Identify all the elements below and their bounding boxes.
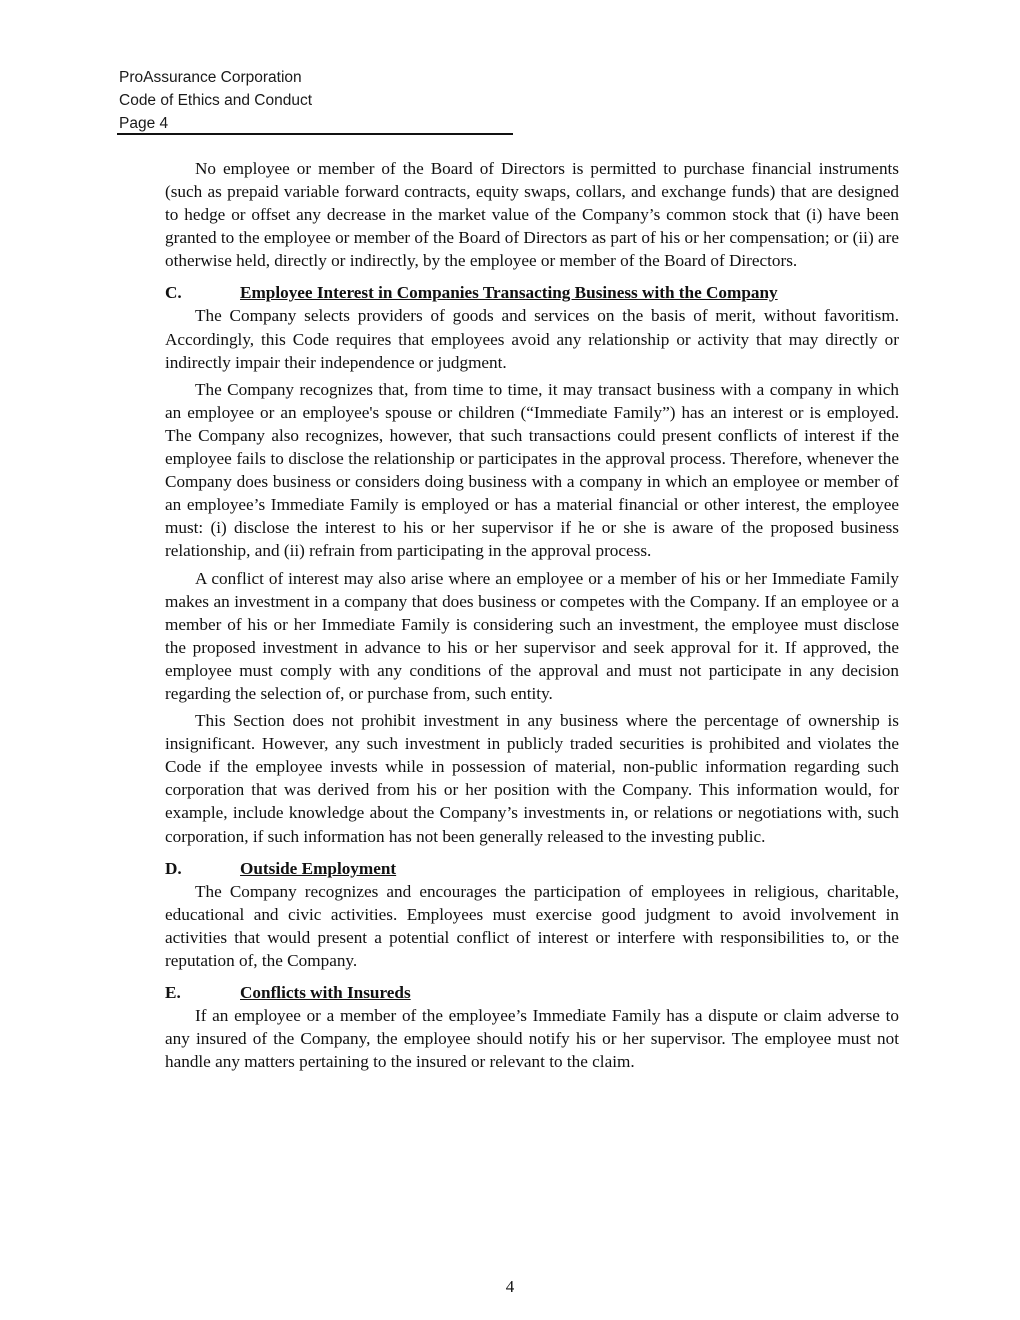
section-c-paragraph-1: The Company selects providers of goods and services on the basis of merit, without favoritism. Accordingly, this Code requires that employees avoid any relationship or activity that may directly or indirectly impair their independence or judgment. <box>165 306 899 372</box>
section-e-paragraph-1: If an employee or a member of the employee’s Immediate Family has a dispute or claim adverse to any insured of the Company, the employee should notify his or her supervisor. The employee must not handle any matters pertaining to the insured or relevant to the claim. <box>165 1006 899 1072</box>
page-number: 4 <box>505 1277 515 1296</box>
header-page-label: Page 4 <box>119 115 169 132</box>
section-c-title: Employee Interest in Companies Transacting Business with the Company <box>240 283 778 303</box>
section-c-paragraph-3: A conflict of interest may also arise where an employee or a member of his or her Immediate Family makes an investment in a company that does business or competes with the Company. If an employee or a member of his or her Immediate Family is considering such an investment, the employee must disclose the proposed investment in advance to his or her supervisor and seek approval for it. If approved, the employee must comply with any conditions of the approval and must not participate in any decision regarding the selection of, or purchase from, such entity. <box>165 568 899 703</box>
header-divider <box>117 133 513 135</box>
section-d-heading <box>165 857 899 880</box>
header-document-title: Code of Ethics and Conduct <box>119 92 313 109</box>
section-c-heading <box>165 281 899 304</box>
header-company: ProAssurance Corporation <box>119 69 302 86</box>
page-header <box>119 66 312 135</box>
document-body <box>165 157 899 1077</box>
section-c-paragraph-2: The Company recognizes that, from time to time, it may transact business with a company in which an employee or an employee's spouse or children (“Immediate Family”) has an interest or is employed. The Company also recognizes, however, that such transactions could present conflicts of interest if the employee fails to disclose the relationship or participates in the approval process. Therefore, whenever the Company does business or considers doing business with a company in which an employee or member of an employee’s Immediate Family is employed or has a material financial or other interest, the employee must: (i) disclose the interest to his or her supervisor if he or she is aware of the proposed business relationship, and (ii) refrain from participating in the approval process. <box>165 379 899 561</box>
section-c-paragraph-4: This Section does not prohibit investment in any business where the percentage of ownership is insignificant. However, any such investment in publicly traded securities is prohibited and violates the Code if the employee invests while in possession of material, non-public information regarding such corporation that was derived from his or her position with the Company. This information would, for example, include knowledge about the Company’s investments in, or relations or negotiations with, such corporation, if such information has not been generally released to the investing public. <box>165 711 899 846</box>
section-d-paragraph-1: The Company recognizes and encourages the participation of employees in religious, charitable, educational and civic activities. Employees must exercise good judgment to avoid involvement in activities that would present a potential conflict of interest or interfere with responsibilities to, or the reputation of, the Company. <box>165 881 899 970</box>
section-d-title: Outside Employment <box>240 858 397 878</box>
section-c-letter: C. <box>165 283 182 303</box>
section-d-letter: D. <box>165 858 182 878</box>
intro-paragraph: No employee or member of the Board of Directors is permitted to purchase financial instruments (such as prepaid variable forward contracts, equity swaps, collars, and exchange funds) that are designed to hedge or offset any decrease in the market value of the Company’s common stock that (i) have been granted to the employee or member of the Board of Directors as part of his or her compensation; or (ii) are otherwise held, directly or indirectly, by the employee or member of the Board of Directors. <box>165 159 899 271</box>
section-e-letter: E. <box>165 983 181 1002</box>
section-e-title: Conflicts with Insureds <box>240 983 411 1002</box>
section-e-heading <box>165 981 899 1004</box>
